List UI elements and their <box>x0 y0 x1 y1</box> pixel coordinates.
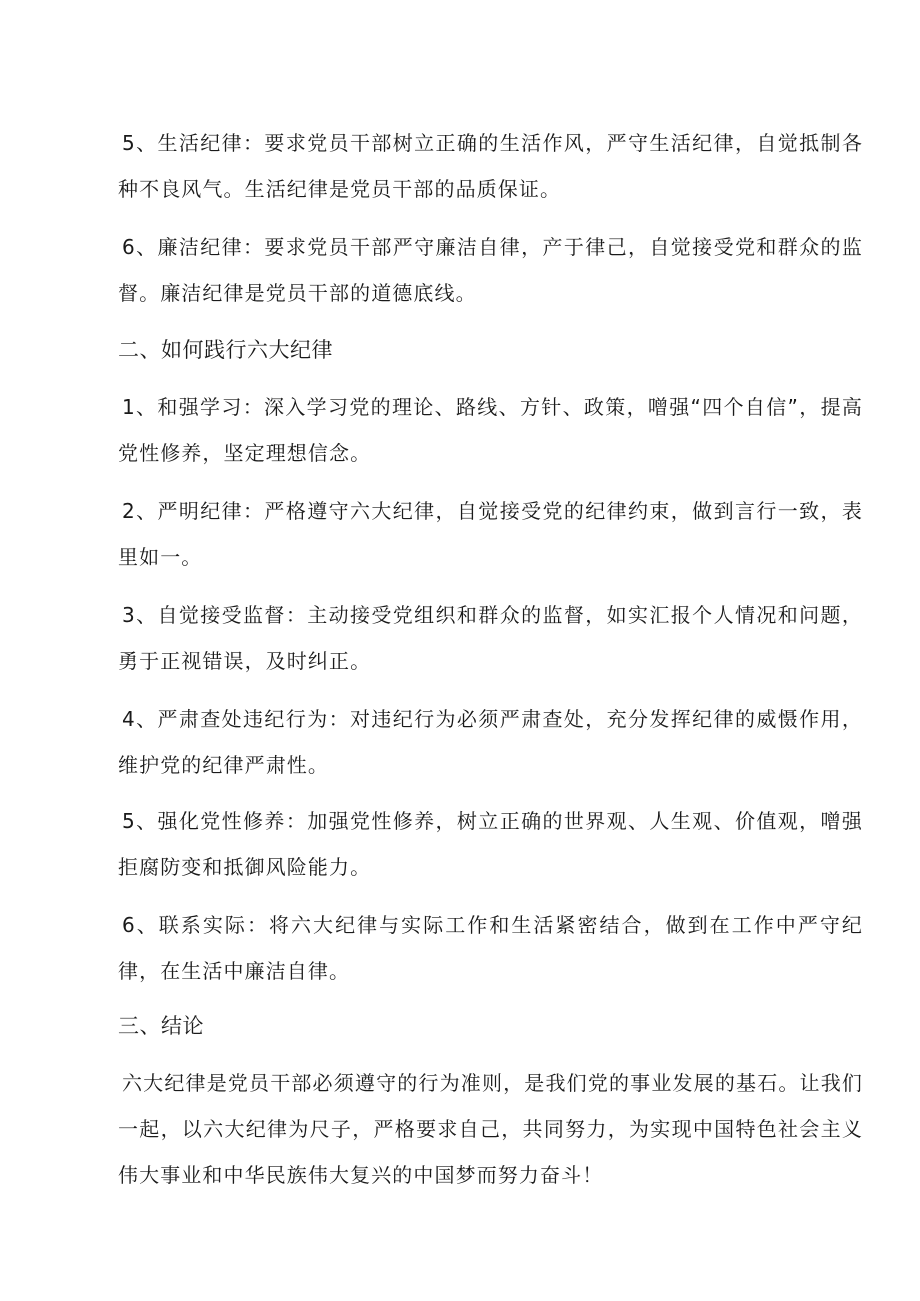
list-item-punish-violations: 4、严肃查处违纪行为：对违纪行为必须严肃查处，充分发挥纪律的威慑作用，维护党的纪律严肃性。 <box>118 707 863 777</box>
paragraph-integrity-discipline: 6、廉洁纪律：要求党员干部严守廉洁自律，产于律己，自觉接受党和群众的监督。廉洁纪律是党员干部的道德底线。 <box>118 235 863 305</box>
list-item-strict-discipline: 2、严明纪律：严格遵守六大纪律，自觉接受党的纪律约束，做到言行一致，表里如一。 <box>118 499 863 569</box>
paragraph-conclusion: 六大纪律是党员干部必须遵守的行为准则，是我们党的事业发展的基石。让我们一起，以六大纪律为尺子，严格要求自己，共同努力，为实现中国特色社会主义伟大事业和中华民族伟大复兴的中国梦而努力奋斗！ <box>118 1071 863 1187</box>
paragraph-life-discipline: 5、生活纪律：要求党员干部树立正确的生活作风，严守生活纪律，自觉抵制各种不良风气。生活纪律是党员干部的品质保证。 <box>118 131 863 201</box>
section-heading-conclusion: 三、结论 <box>118 1014 204 1038</box>
section-heading-practice: 二、如何践行六大纪律 <box>118 338 333 362</box>
list-item-accept-supervision: 3、自觉接受监督：主动接受党组织和群众的监督，如实汇报个人情况和问题，勇于正视错误，及时纠正。 <box>118 603 863 673</box>
list-item-connect-practice: 6、联系实际：将六大纪律与实际工作和生活紧密结合，做到在工作中严守纪律，在生活中廉洁自律。 <box>118 913 863 983</box>
list-item-strengthen-study: 1、和强学习：深入学习党的理论、路线、方针、政策，噌强“四个自信”，提高党性修养，坚定理想信念。 <box>118 395 863 465</box>
list-item-party-spirit: 5、强化党性修养：加强党性修养，树立正确的世界观、人生观、价值观，噌强拒腐防变和抵御风险能力。 <box>118 809 863 879</box>
